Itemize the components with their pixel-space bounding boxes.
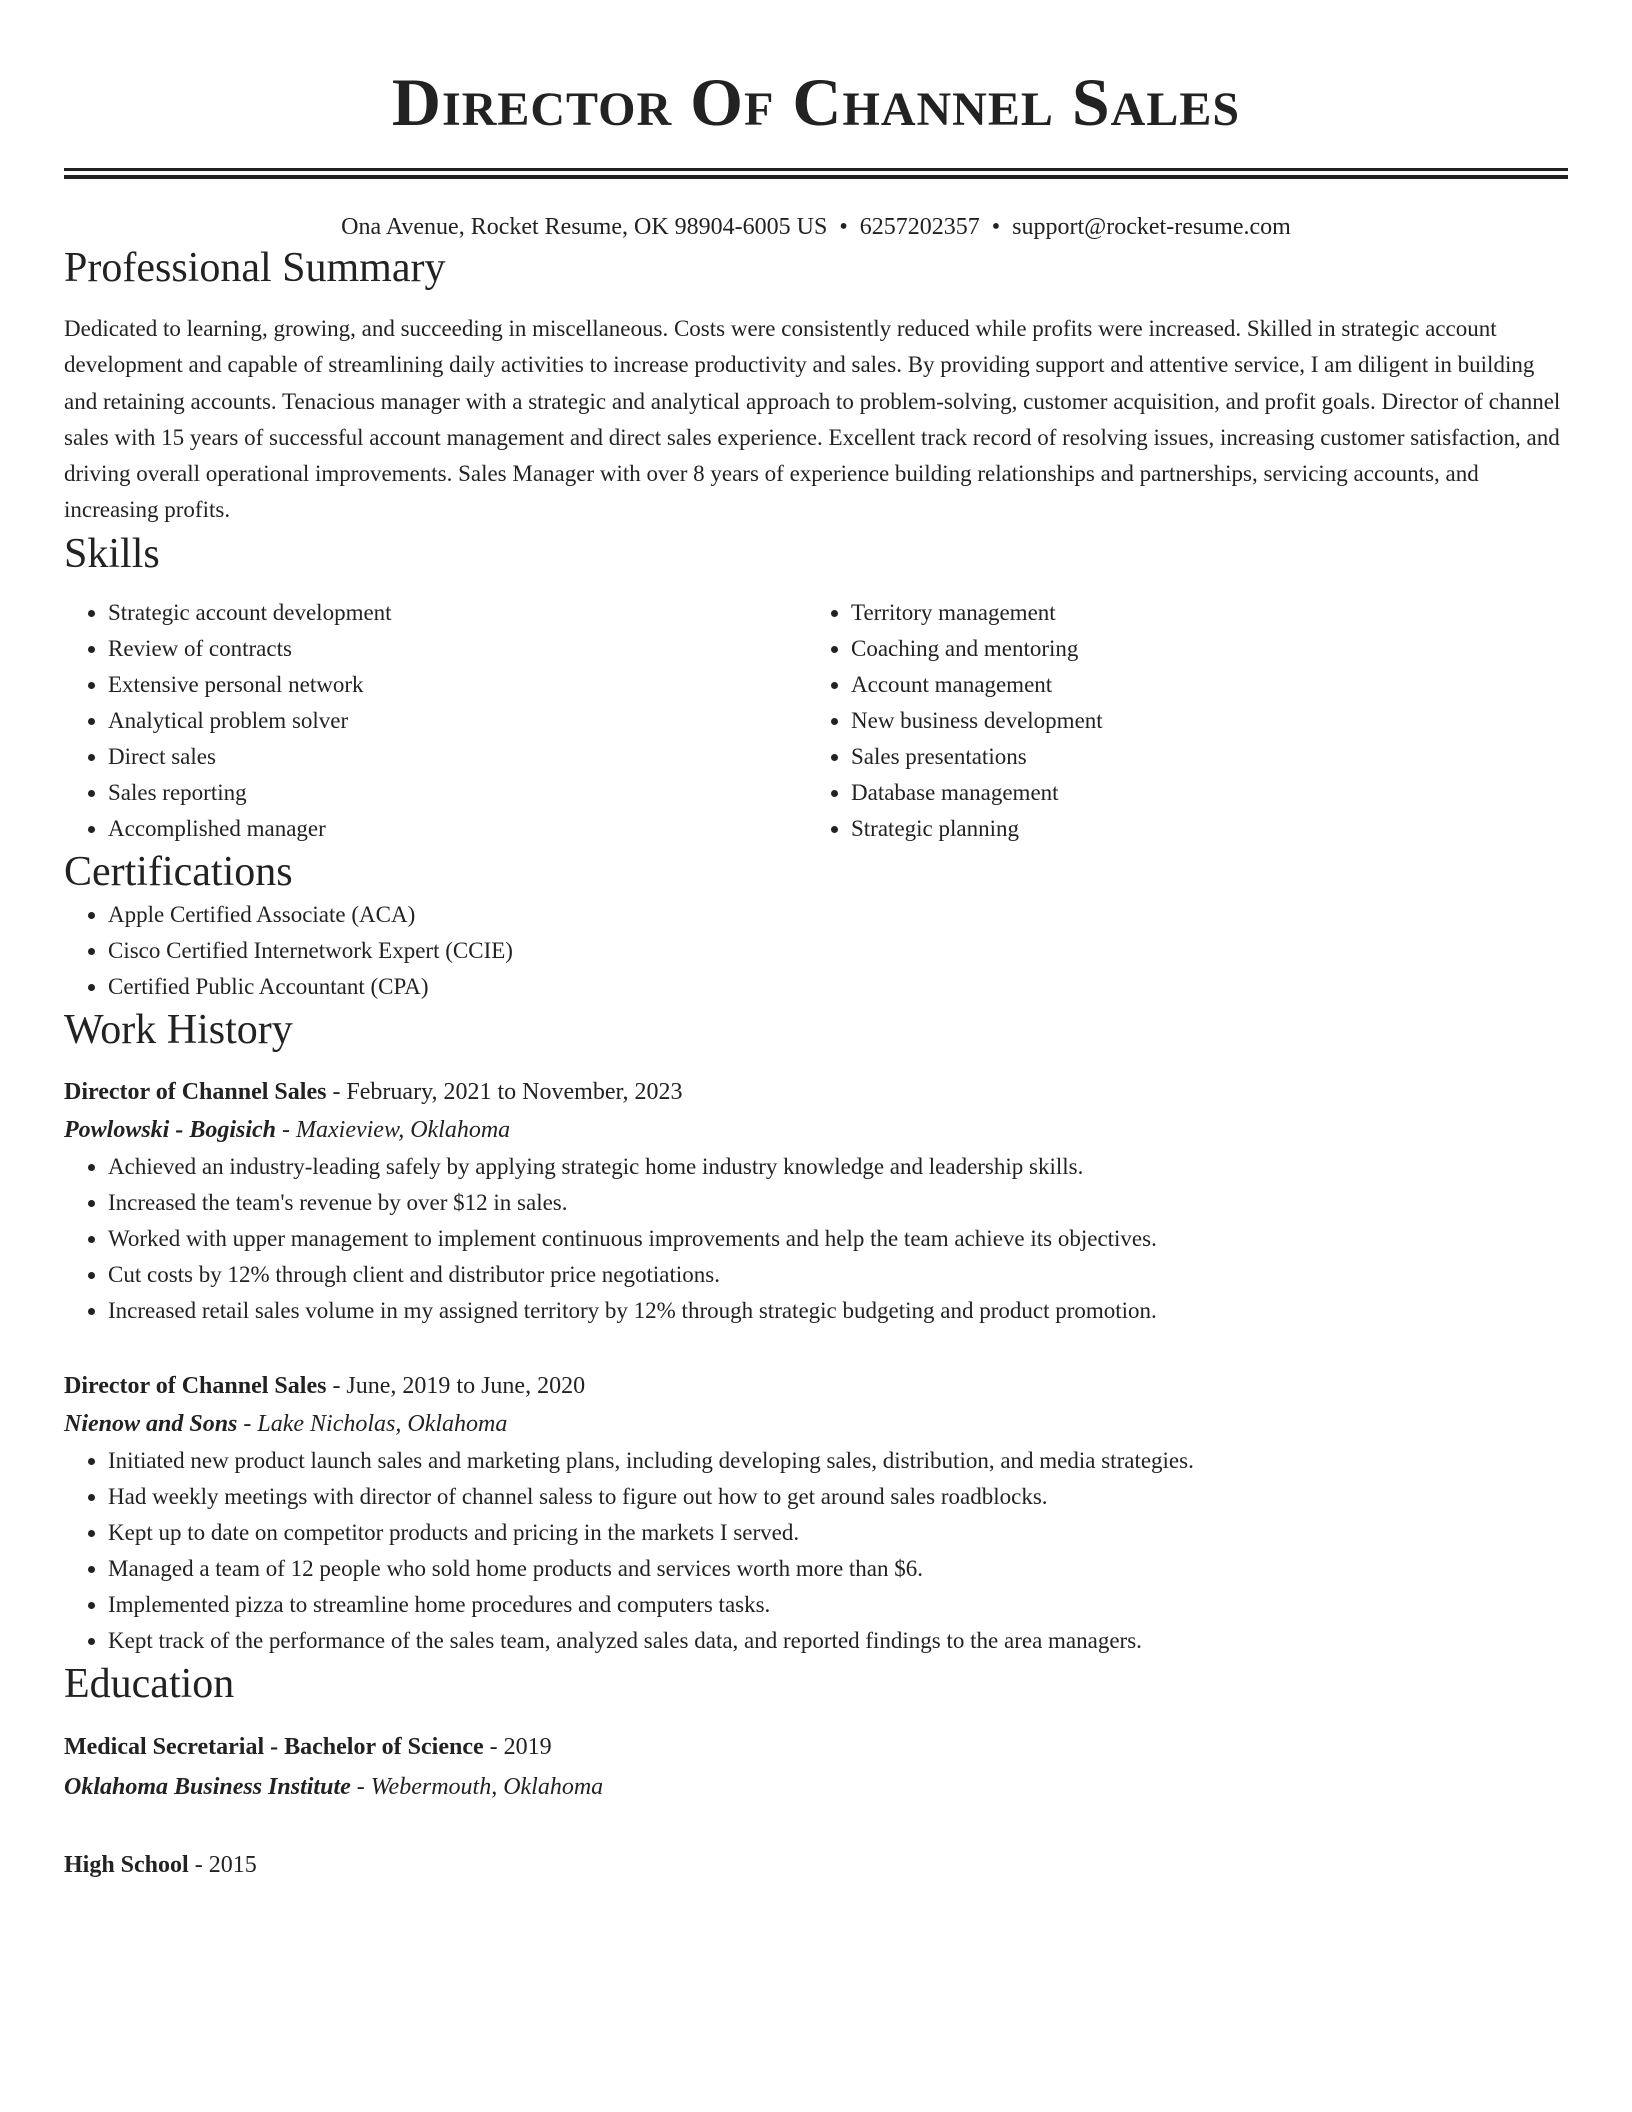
job-bullets (64, 1149, 1568, 1329)
job-bullets (64, 1443, 1568, 1659)
section-heading-skills: Skills (64, 530, 160, 577)
job-bullet: • Increased the team's revenue by over $12 in sales. (108, 1185, 1568, 1221)
skill-item: • Coaching and mentoring (851, 631, 1550, 667)
job-title-line (64, 1073, 1568, 1111)
contact-line (64, 211, 1568, 243)
skill-item: • Review of contracts (108, 631, 807, 667)
job-company: Nienow and Sons (64, 1410, 238, 1437)
certification-item: • Cisco Certified Internetwork Expert (CCIE) (108, 933, 1568, 969)
job-bullet: • Kept up to date on competitor products and pricing in the markets I served. (108, 1515, 1568, 1551)
skill-item: • Extensive personal network (108, 667, 807, 703)
resume-title: Director Of Channel Sales (391, 64, 1241, 140)
education-degree: High School (64, 1851, 189, 1878)
job-bullet: • Increased retail sales volume in my assigned territory by 12% through strategic budgeting and product promotion. (108, 1293, 1568, 1329)
certifications-list (64, 897, 1568, 1005)
education-degree-line (64, 1727, 1568, 1767)
job-bullet: • Kept track of the performance of the sales team, analyzed sales data, and reported findings to the area managers. (108, 1623, 1568, 1659)
certification-item: • Apple Certified Associate (ACA) (108, 897, 1568, 933)
title-double-rule (64, 168, 1568, 179)
job-bullet: • Achieved an industry-leading safely by applying strategic home industry knowledge and leadership skills. (108, 1149, 1568, 1185)
skill-item: • Strategic planning (851, 811, 1550, 847)
education-school: Oklahoma Business Institute (64, 1773, 351, 1800)
section-heading-education: Education (64, 1660, 235, 1707)
section-heading-summary: Professional Summary (64, 245, 446, 291)
skill-item: • Accomplished manager (108, 811, 807, 847)
job-entry (64, 1367, 1568, 1659)
job-bullet: • Cut costs by 12% through client and distributor price negotiations. (108, 1257, 1568, 1293)
education-entry (64, 1845, 1568, 1885)
education-degree-line (64, 1845, 1568, 1885)
job-dates: - June, 2019 to June, 2020 (326, 1372, 586, 1399)
contact-email: support@rocket-resume.com (1012, 214, 1291, 240)
education-school-line (64, 1767, 1568, 1807)
job-title: Director of Channel Sales (64, 1078, 327, 1105)
job-bullet: • Initiated new product launch sales and marketing plans, including developing sales, distribution, and media strategies. (108, 1443, 1568, 1479)
contact-phone: 6257202357 (859, 214, 980, 240)
education-year: - 2015 (188, 1851, 257, 1878)
skill-item: • Sales presentations (851, 739, 1550, 775)
section-heading-work-history: Work History (64, 1006, 293, 1053)
skill-item: • New business development (851, 703, 1550, 739)
certification-item: • Certified Public Accountant (CPA) (108, 969, 1568, 1005)
job-bullet: • Worked with upper management to implement continuous improvements and help the team achieve its objectives. (108, 1221, 1568, 1257)
skill-item: • Direct sales (108, 739, 807, 775)
skill-item: • Account management (851, 667, 1550, 703)
contact-separator: • (839, 214, 848, 240)
job-company-line (64, 1111, 1568, 1149)
section-heading-certifications: Certifications (64, 848, 293, 895)
skill-item: • Database management (851, 775, 1550, 811)
skills-columns (64, 595, 1568, 847)
skill-item: • Territory management (851, 595, 1550, 631)
job-title: Director of Channel Sales (64, 1372, 327, 1399)
job-entry (64, 1073, 1568, 1329)
job-company-line (64, 1405, 1568, 1443)
job-company: Powlowski - Bogisich (64, 1116, 277, 1143)
education-year: - 2019 (483, 1733, 552, 1760)
job-bullet: • Implemented pizza to streamline home procedures and computers tasks. (108, 1587, 1568, 1623)
summary-text: Dedicated to learning, growing, and succeeding in miscellaneous. Costs were consistently reduced while profits were increased. Skilled in strategic account development and capable of streamlining daily activities to increase productivity and sales. By providing support and attentive service, I am diligent in building and retaining accounts. Tenacious manager with a strategic and analytical approach to problem-solving, customer acquisition, and profit goals. Director of channel sales with 15 years of successful account management and direct sales experience. Excellent track record of resolving issues, increasing customer satisfaction, and driving overall operational improvements. Sales Manager with over 8 years of experience building relationships and partnerships, servicing accounts, and increasing profits. (64, 316, 1561, 523)
job-title-line (64, 1367, 1568, 1405)
job-location: - Lake Nicholas, Oklahoma (237, 1410, 508, 1437)
job-bullet: • Managed a team of 12 people who sold home products and services worth more than $6. (108, 1551, 1568, 1587)
skill-item: • Strategic account development (108, 595, 807, 631)
job-bullet: • Had weekly meetings with director of channel saless to figure out how to get around sales roadblocks. (108, 1479, 1568, 1515)
skills-column-left (64, 595, 807, 847)
skill-item: • Analytical problem solver (108, 703, 807, 739)
skill-item: • Sales reporting (108, 775, 807, 811)
education-entry (64, 1727, 1568, 1807)
education-location: - Webermouth, Oklahoma (350, 1773, 604, 1800)
education-degree: Medical Secretarial - Bachelor of Science (64, 1733, 484, 1760)
job-dates: - February, 2021 to November, 2023 (326, 1078, 683, 1105)
contact-separator: • (991, 214, 1001, 240)
skills-column-right (807, 595, 1550, 847)
contact-address: Ona Avenue, Rocket Resume, OK 98904-6005 US (341, 214, 828, 240)
job-location: - Maxieview, Oklahoma (276, 1116, 511, 1143)
